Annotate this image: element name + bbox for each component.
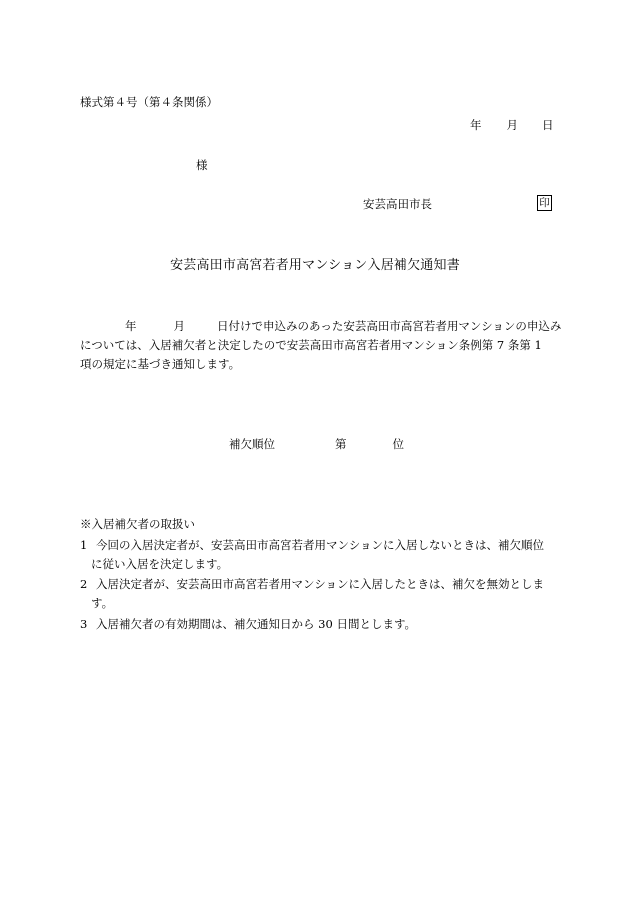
waiting-order-line	[229, 437, 404, 451]
waiting-order-prefix: 第	[335, 437, 347, 451]
note-number: 3	[80, 617, 88, 631]
note-text: 入居補欠者の有効期間は、補欠通知日から 30 日間とします。	[96, 617, 417, 631]
note-text: 入居決定者が、安芸高田市高宮若者用マンションに入居したときは、補欠を無効としま	[96, 577, 544, 591]
note-item	[80, 538, 544, 552]
note-number: 2	[80, 577, 88, 591]
note-item	[80, 617, 416, 631]
body-text: 日付けで申込みのあった安芸高田市高宮若者用マンションの申込み	[217, 319, 562, 333]
form-number: 様式第４号（第４条関係）	[80, 95, 218, 109]
seal-stamp: 印	[537, 195, 552, 211]
date-year: 年	[470, 118, 482, 132]
body-month: 月	[173, 319, 185, 333]
sender-name: 安芸高田市長	[363, 197, 432, 211]
note-item	[80, 577, 544, 591]
waiting-order-suffix: 位	[392, 437, 404, 451]
body-line: については、入居補欠者と決定したので安芸高田市高宮若者用マンション条例第 7 条第 1	[80, 338, 542, 352]
note-number: 1	[80, 538, 88, 552]
date-line	[470, 118, 554, 132]
note-continuation: に従い入居を決定します。	[91, 557, 229, 571]
notes-heading: ※入居補欠者の取扱い	[80, 517, 195, 531]
waiting-order-label: 補欠順位	[229, 437, 275, 451]
body-line: 項の規定に基づき通知します。	[80, 357, 241, 371]
body-year: 年	[125, 319, 137, 333]
date-day: 日	[542, 118, 554, 132]
date-month: 月	[506, 118, 518, 132]
addressee-suffix: 様	[196, 158, 208, 172]
body-line	[125, 319, 561, 333]
note-continuation: す。	[91, 596, 114, 610]
document-title: 安芸高田市高宮若者用マンション入居補欠通知書	[170, 258, 460, 273]
note-text: 今回の入居決定者が、安芸高田市高宮若者用マンションに入居しないときは、補欠順位	[96, 538, 544, 552]
